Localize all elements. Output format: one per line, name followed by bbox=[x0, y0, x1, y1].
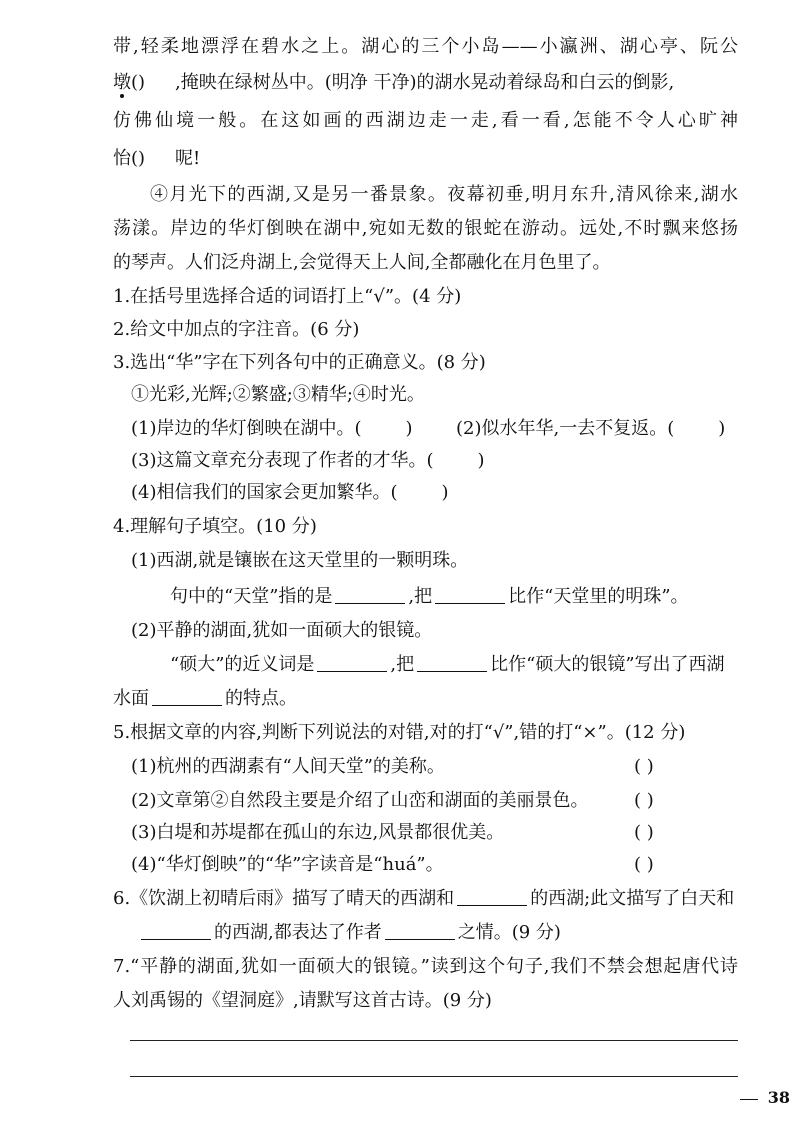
question-3-options: ①光彩,光辉;②繁盛;③精华;④时光。 bbox=[131, 384, 425, 405]
page-number-dash bbox=[740, 1099, 758, 1100]
question-4-fill-1: 句中的“天堂”指的是 ,把 比作“天堂里的明珠”。 bbox=[170, 580, 738, 614]
question-5-item-3: (3)白堤和苏堤都在孤山的东边,风景都很优美。 ( ) bbox=[131, 816, 738, 850]
answer-writing-line-1[interactable] bbox=[130, 1040, 738, 1041]
dotted-char: 墩 bbox=[113, 72, 131, 93]
fill-blank[interactable] bbox=[385, 919, 455, 940]
page-number: 38 bbox=[767, 1088, 790, 1107]
paragraph-4-line-2: 荡漾。岸边的华灯倒映在湖中,宛如无数的银蛇在游动。远处,不时飘来悠扬 bbox=[113, 218, 738, 239]
question-3-sentence-4: (4)相信我们的国家会更加繁华。( ) bbox=[131, 482, 449, 503]
passage-line-2: 墩( ) ,掩映在绿树丛中。(明净 干净)的湖水晃动着绿岛和白云的倒影, bbox=[113, 66, 738, 100]
answer-paren[interactable] bbox=[131, 142, 175, 176]
judge-paren[interactable]: ( ) bbox=[634, 790, 654, 811]
question-5-item-4: (4)“华灯倒映”的“华”字读音是“huá”。 ( ) bbox=[131, 848, 738, 882]
passage-line-4: 怡( ) 呢! bbox=[113, 142, 738, 176]
question-5-item-1: (1)杭州的西湖素有“人间天堂”的美称。 ( ) bbox=[131, 750, 738, 784]
question-2: 2.给文中加点的字注音。(6 分) bbox=[113, 319, 360, 340]
fill-blank[interactable] bbox=[435, 583, 505, 604]
passage-line-3: 仿佛仙境一般。在这如画的西湖边走一走,看一看,怎能不令人心旷神 bbox=[113, 110, 738, 131]
question-6-line-1: 6.《饮湖上初晴后雨》描写了晴天的西湖和 的西湖;此文描写了白天和 bbox=[113, 882, 738, 916]
judge-paren[interactable]: ( ) bbox=[634, 756, 654, 777]
question-3-sentence-1: (1)岸边的华灯倒映在湖中。( ) (2)似水年华,一去不复返。( ) bbox=[131, 412, 738, 446]
question-7-line-1: 7.“平静的湖面,犹如一面硕大的银镜。”读到这个句子,我们不禁会想起唐代诗 bbox=[113, 956, 738, 977]
question-4-fill-3: 水面 的特点。 bbox=[113, 682, 738, 716]
fill-blank[interactable] bbox=[152, 685, 222, 706]
question-1: 1.在括号里选择合适的词语打上“√”。(4 分) bbox=[113, 286, 462, 307]
judge-paren[interactable]: ( ) bbox=[634, 822, 654, 843]
question-5-item-2: (2)文章第②自然段主要是介绍了山峦和湖面的美丽景色。 ( ) bbox=[131, 784, 738, 818]
question-7-line-2: 人刘禹锡的《望洞庭》,请默写这首古诗。(9 分) bbox=[113, 990, 492, 1011]
paragraph-4-line-1: ④月光下的西湖,又是另一番景象。夜幕初垂,明月东升,清风徐来,湖水 bbox=[150, 184, 738, 205]
answer-writing-line-2[interactable] bbox=[130, 1076, 738, 1077]
question-4-sentence-2: (2)平静的湖面,犹如一面硕大的银镜。 bbox=[131, 620, 433, 641]
passage-line-1: 带,轻柔地漂浮在碧水之上。湖心的三个小岛——小瀛洲、湖心亭、阮公 bbox=[113, 36, 738, 57]
paragraph-4-line-3: 的琴声。人们泛舟湖上,会觉得天上人间,全都融化在月色里了。 bbox=[113, 252, 611, 273]
question-6-line-2: 的西湖,都表达了作者 之情。(9 分) bbox=[138, 916, 738, 950]
question-4-fill-2: “硕大”的近义词是 ,把 比作“硕大的银镜”写出了西湖 bbox=[170, 648, 738, 682]
fill-blank[interactable] bbox=[417, 651, 487, 672]
question-5: 5.根据文章的内容,判断下列说法的对错,对的打“√”,错的打“×”。(12 分) bbox=[113, 722, 686, 743]
question-4-sentence-1: (1)西湖,就是镶嵌在这天堂里的一颗明珠。 bbox=[131, 550, 469, 571]
fill-blank[interactable] bbox=[141, 919, 211, 940]
question-4: 4.理解句子填空。(10 分) bbox=[113, 516, 317, 537]
answer-paren[interactable] bbox=[131, 66, 175, 100]
fill-blank[interactable] bbox=[457, 885, 527, 906]
fill-blank[interactable] bbox=[335, 583, 405, 604]
fill-blank[interactable] bbox=[317, 651, 387, 672]
question-3: 3.选出“华”字在下列各句中的正确意义。(8 分) bbox=[113, 352, 486, 373]
judge-paren[interactable]: ( ) bbox=[634, 854, 654, 875]
question-3-sentence-2: (2)似水年华,一去不复返。( ) bbox=[456, 418, 726, 439]
question-3-sentence-3: (3)这篇文章充分表现了作者的才华。( ) bbox=[131, 450, 485, 471]
